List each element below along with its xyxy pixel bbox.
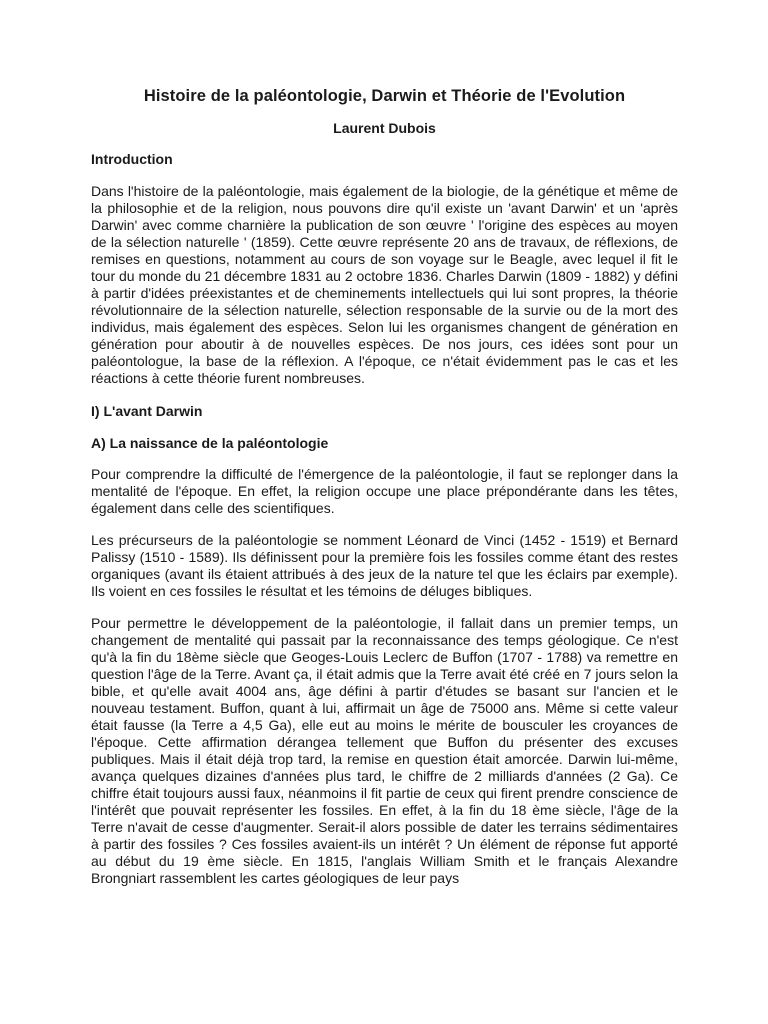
document-page (91, 84, 678, 887)
paragraph-subsection-a-1: Pour comprendre la difficulté de l'émergence de la paléontologie, il faut se replonger dans la mentalité de l'époque. En effet, la religion occupe une place prépondérante dans les têtes, également dans celle des scientifiques. (91, 466, 678, 516)
heading-part-1: I) L'avant Darwin (91, 403, 203, 419)
document-title: Histoire de la paléontologie, Darwin et Théorie de l'Evolution (143, 87, 626, 105)
document-author: Laurent Dubois (333, 120, 436, 136)
heading-introduction: Introduction (91, 151, 173, 167)
heading-subsection-a: A) La naissance de la paléontologie (91, 435, 329, 451)
paragraph-subsection-a-2: Les précurseurs de la paléontologie se nomment Léonard de Vinci (1452 - 1519) et Bernard Palissy (1510 - 1589). Ils définissent pour la première fois les fossiles comme étant des restes organiques (avant ils étaient attribués à des jeux de la nature tel que les éclairs par exemple). Ils voient en ces fossiles le résultat et les témoins de déluges bibliques. (91, 532, 678, 599)
paragraph-subsection-a-3: Pour permettre le développement de la paléontologie, il fallait dans un premier temps, un changement de mentalité qui passait par la reconnaissance des temps géologique. Ce n'est qu'à la fin du 18ème siècle que Geoges-Louis Leclerc de Buffon (1707 - 1788) va remettre en question l'âge de la Terre. Avant ça, il était admis que la Terre avait été créé en 7 jours selon la bible, et qu'elle avait 4004 ans, âge défini à partir d'études se basant sur l'ancien et le nouveau testament. Buffon, quant à lui, affirmait un âge de 75000 ans. Même si cette valeur était fausse (la Terre a 4,5 Ga), elle eut au moins le mérite de bousculer les croyances de l'époque. Cette affirmation dérangea tellement que Buffon du présenter des excuses publiques. Mais il était déjà trop tard, la remise en question était amorcée. Darwin lui-même, avança quelques dizaines d'années plus tard, le chiffre de 2 milliards d'années (2 Ga). Ce chiffre était toujours aussi faux, néanmoins il fit partie de ceux qui firent prendre conscience de l'intérêt que pouvait représenter les fossiles. En effet, à la fin du 18 ème siècle, l'âge de la Terre n'avait de cesse d'augmenter. Serait-il alors possible de dater les terrains sédimentaires à partir des fossiles ? Ces fossiles avaient-ils un intérêt ? Un élément de réponse fut apporté au début du 19 ème siècle. En 1815, l'anglais William Smith et le français Alexandre Brongniart rassemblent les cartes géologiques de leur pays (91, 615, 678, 886)
paragraph-introduction: Dans l'histoire de la paléontologie, mais également de la biologie, de la génétique et même de la philosophie et de la religion, nous pouvons dire qu'il existe un 'avant Darwin' et un 'après Darwin' avec comme charnière la publication de son œuvre ' l'origine des espèces au moyen de la sélection naturelle ' (1859). Cette œuvre représente 20 ans de travaux, de réflexions, de remises en questions, notamment au cours de son voyage sur le Beagle, avec lequel il fit le tour du monde du 21 décembre 1831 au 2 octobre 1836. Charles Darwin (1809 - 1882) y défini à partir d'idées préexistantes et de cheminements intellectuels qui lui sont propres, la théorie révolutionnaire de la sélection naturelle, sélection responsable de la survie ou de la mort des individus, mais également des espèces. Selon lui les organismes changent de génération en génération pour aboutir à de nouvelles espèces. De nos jours, ces idées sont pour un paléontologue, la base de la réflexion. A l'époque, ce n'était évidemment pas le cas et les réactions à cette théorie furent nombreuses. (91, 183, 678, 386)
